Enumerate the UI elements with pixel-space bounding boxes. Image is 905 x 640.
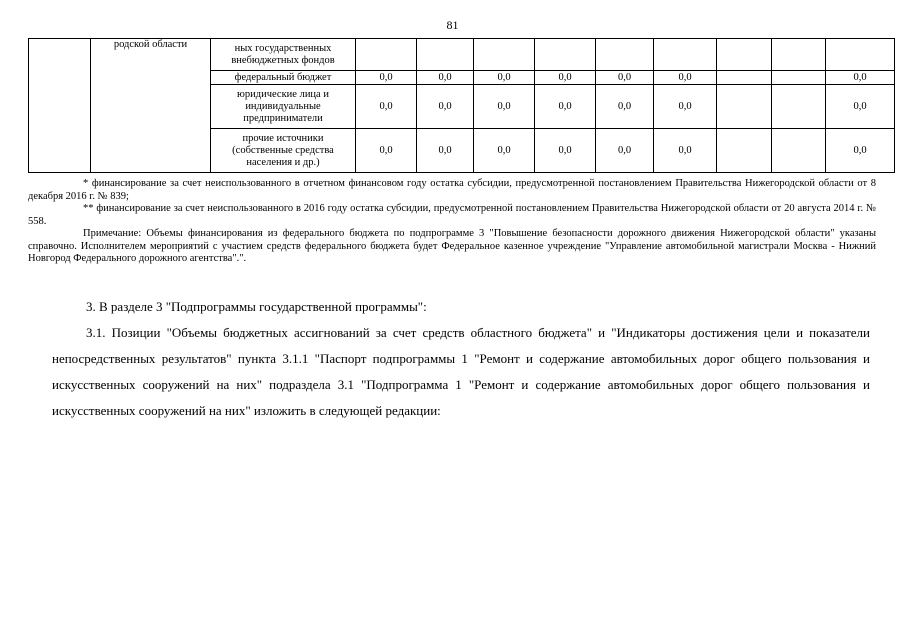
row-label: ных государственных внебюджетных фондов (211, 39, 356, 71)
table-cell (826, 39, 895, 71)
table-cell: 0,0 (474, 71, 535, 85)
footnotes (28, 178, 876, 266)
table-cell (772, 129, 826, 173)
table-cell (772, 85, 826, 129)
row-label: юридические лица и индивидуальные предприниматели (211, 85, 356, 129)
table-cell: 0,0 (535, 129, 596, 173)
table-cell: 0,0 (826, 71, 895, 85)
table-cell: 0,0 (474, 129, 535, 173)
document-body (52, 294, 870, 424)
table-cell (717, 71, 772, 85)
row-label: федеральный бюджет (211, 71, 356, 85)
table-cell (772, 71, 826, 85)
table-cell (474, 39, 535, 71)
table-cell: 0,0 (356, 71, 417, 85)
table-cell: 0,0 (356, 129, 417, 173)
table-cell: 0,0 (826, 85, 895, 129)
table-cell: 0,0 (596, 129, 654, 173)
page-number: 81 (446, 18, 459, 32)
table-cell (717, 85, 772, 129)
table-cell: 0,0 (356, 85, 417, 129)
table-cell: 0,0 (474, 85, 535, 129)
table-cell (717, 129, 772, 173)
table-cell: 0,0 (654, 129, 717, 173)
table-cell (356, 39, 417, 71)
table-cell (717, 39, 772, 71)
table-cell: 0,0 (417, 129, 474, 173)
table-cell (654, 39, 717, 71)
table-cell (417, 39, 474, 71)
table-cell (596, 39, 654, 71)
table-cell-number (29, 39, 91, 173)
financing-table (28, 38, 895, 173)
body-paragraph: 3.1. Позиции "Объемы бюджетных ассигнований за счет средств областного бюджета" и "Индикаторы достижения цели и показатели непосредственных результатов" пункта 3.1.1 "Паспорт подпрограммы 1 "Ремонт и содержание автомобильных дорог общего пользования и искусственных сооружений на них" подраздела 3.1 "Подпрограмма 1 "Ремонт и содержание автомобильных дорог общего пользования и искусственных сооружений на них" изложить в следующей редакции: (52, 325, 870, 418)
table-cell: 0,0 (535, 71, 596, 85)
table-cell: 0,0 (596, 85, 654, 129)
table-cell-program: родской области (91, 39, 211, 173)
table-cell: 0,0 (826, 129, 895, 173)
table-cell: 0,0 (417, 85, 474, 129)
table-cell: 0,0 (654, 71, 717, 85)
table-cell: 0,0 (417, 71, 474, 85)
footnote-note: Примечание: Объемы финансирования из федерального бюджета по подпрограмме 3 "Повышение безопасности дорожного движения Нижегородской области" указаны справочно. Исполнителем мероприятий с участием средств федерального бюджета будет Федеральное казенное учреждение "Управление автомобильной магистрали Москва - Нижний Новгород Федерального дорожного агентства".". (28, 228, 876, 264)
table-cell: 0,0 (596, 71, 654, 85)
footnote-2: ** финансирование за счет неиспользованного в 2016 году остатка субсидии, предусмотренной постановлением Правительства Нижегородской области от 20 августа 2014 г. № 558. (28, 203, 876, 227)
footnote-1: * финансирование за счет неиспользованного в отчетном финансовом году остатка субсидии, предусмотренной постановлением Правительства Нижегородской области от 8 декабря 2016 г. № 839; (28, 178, 876, 202)
table-cell (772, 39, 826, 71)
table-cell: 0,0 (654, 85, 717, 129)
row-label: прочие источники (собственные средства населения и др.) (211, 129, 356, 173)
table-cell: 0,0 (535, 85, 596, 129)
table-row (29, 39, 895, 71)
section-heading: 3. В разделе 3 "Подпрограммы государственной программы": (86, 299, 427, 314)
table-cell (535, 39, 596, 71)
